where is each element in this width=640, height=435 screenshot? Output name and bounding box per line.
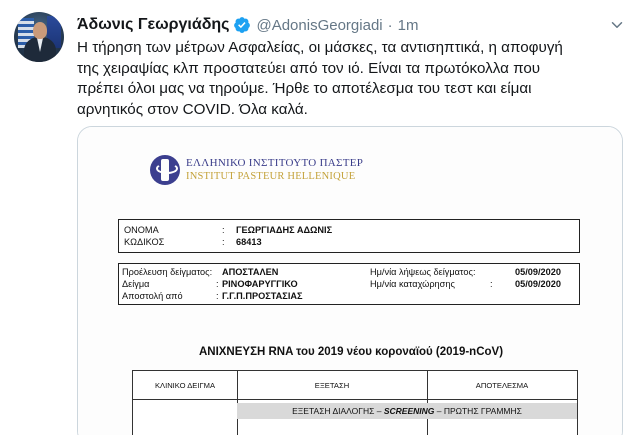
author-name[interactable]: Άδωνις Γεωργιάδης [77,16,230,33]
tweet-text [77,38,622,120]
received-date-value: 05/09/2020 [515,267,561,277]
tweet-text-line: αρνητικός στον COVID. Όλα καλά. [77,100,308,118]
screening-prefix: ΕΞΕΤΑΣΗ ΔΙΑΛΟΓΗΣ – [292,406,384,416]
registered-date-label: Ημ/νία καταχώρησης [370,279,455,289]
chevron-down-icon[interactable] [608,16,626,34]
sample-type-value: ΡΙΝΟΦΑΡΥΓΓΙΚΟ [222,279,298,289]
institute-logo [150,155,363,185]
code-label: ΚΩΔΙΚΟΣ [124,237,165,247]
registered-date-colon: : [490,279,493,289]
sender-value: Γ.Γ.Π.ΠΡΟΣΤΑΣΙΑΣ [222,291,303,301]
results-table [132,370,578,435]
tweet-text-line: πρέπει όλοι μας να τηρούμε. Ήρθε το αποτέλεσμα του τεστ και είμαι [77,80,532,97]
pasteur-logo-icon [150,155,180,185]
screening-em: SCREENING [383,406,435,416]
sample-origin-value: ΑΠΟΣΤΑΛΕΝ [222,267,279,277]
code-colon: : [222,237,225,247]
name-label: ΟΝΟΜΑ [124,225,159,235]
screening-row [237,403,577,419]
institute-name-french: INSTITUT PASTEUR HELLENIQUE [186,171,356,182]
registered-date-value: 05/09/2020 [515,279,561,289]
author-handle[interactable]: @AdonisGeorgiadi [256,16,383,34]
patient-info-box [118,219,580,253]
received-date-label: Ημ/νία λήψεως δείγματος: [370,267,476,277]
sample-origin-label: Προέλευση δείγματος: [122,267,213,277]
code-value: 68413 [236,237,262,247]
lab-result-document [78,127,623,435]
table-header-result: ΑΠΟΤΕΛΕΣΜΑ [475,381,529,390]
avatar-head [33,22,47,39]
name-colon: : [222,225,225,235]
tweet-text-line: της χειραψίας κλπ προστατεύει από τον ιό. Είναι τα πρωτόκολλα που [77,59,541,77]
avatar[interactable] [14,12,64,62]
separator-dot: · [387,16,393,34]
institute-name-greek: ΕΛΛΗΝΙΚΟ ΙΝΣΤΙΤΟΥΤΟ ΠΑΣΤΕΡ [186,157,364,169]
tweet-media-image[interactable] [77,126,623,435]
sender-label: Αποστολή από [122,291,183,301]
table-header-exam: ΕΞΕΤΑΣΗ [314,381,350,390]
institute-name [186,157,363,183]
tweet-time[interactable]: 1m [397,16,419,34]
table-header-sample: ΚΛΙΝΙΚΟ ΔΕΙΓΜΑ [154,381,216,390]
sample-type-label: Δείγμα [122,279,150,289]
document-title: ΑΝΙΧΝΕΥΣΗ RNA του 2019 νέου κοροναϊού (2019-nCoV) [198,346,504,358]
tweet-text-line: Η τήρηση των μέτρων Ασφαλείας, οι μάσκες, τα αντισηπτικά, η αποφυγή [77,39,563,56]
tweet-header [77,14,418,36]
sample-type-colon: : [216,279,219,289]
verified-badge-icon [233,16,251,34]
screening-suffix: – ΠΡΩΤΗΣ ΓΡΑΜΜΗΣ [434,406,522,416]
name-value: ΓΕΩΡΓΙΑΔΗΣ ΑΔΩΝΙΣ [236,225,333,235]
table-divider [133,399,577,400]
sender-colon: : [216,291,219,301]
